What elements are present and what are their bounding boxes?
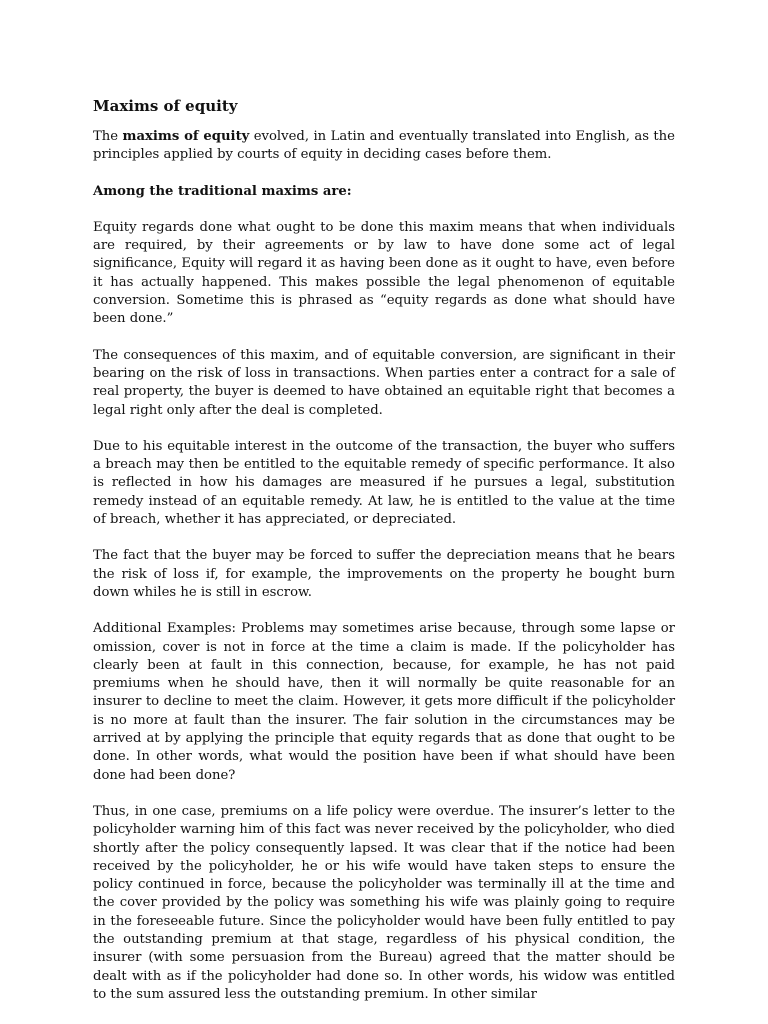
intro-paragraph [93, 128, 675, 165]
paragraph-life-policy-case: Thus, in one case, premiums on a life policy were overdue. The insurer’s letter to the policyholder warning him of this fact was never received by the policyholder, who died shortly after the policy consequently lapsed. It was clear that if the notice had been received by the policyholder, he or his wife would have taken steps to ensure the policy continued in force, because the policyholder was terminally ill at the time and the cover provided by the policy was something his wife was plainly going to require in the foreseeable future. Since the policyholder would have been fully entitled to pay the outstanding premium at that stage, regardless of his physical condition, the insurer (with some persuasion from the Bureau) agreed that the matter should be dealt with as if the policyholder had done so. In other words, his widow was entitled to the sum assured less the outstanding premium. In other similar [93, 803, 675, 1002]
paragraph-equitable-interest: Due to his equitable interest in the outcome of the transaction, the buyer who suffers a breach may then be entitled to the equitable remedy of specific performance. It also is reflected in how his damages are measured if he pursues a legal, substitution remedy instead of an equitable remedy. At law, he is entitled to the value at the time of breach, whether it has appreciated, or depreciated. [93, 438, 675, 528]
document-title: Maxims of equity [93, 97, 238, 115]
paragraph-equity-regards-done: Equity regards done what ought to be done this maxim means that when individuals are required, by their agreements or by law to have done some act of legal significance, Equity will regard it as having been done as it ought to have, even before it has actually happened. This makes possible the legal phenomenon of equitable conversion. Sometime this is phrased as “equity regards as done what should have been done.” [93, 219, 675, 327]
section-subheading: Among the traditional maxims are: [93, 183, 352, 199]
paragraph-risk-of-loss: The fact that the buyer may be forced to suffer the depreciation means that he bears the risk of loss if, for example, the improvements on the property he bought burn down whiles he is still in escrow. [93, 548, 675, 600]
intro-prefix: The [93, 129, 123, 144]
paragraph-additional-examples: Additional Examples: Problems may sometimes arise because, through some lapse or omission, cover is not in force at the time a claim is made. If the policyholder has clearly been at fault in this connection, because, for example, he has not paid premiums when he should have, then it will normally be quite reasonable for an insurer to decline to meet the claim. However, it gets more difficult if the policyholder is no more at fault than the insurer. The fair solution in the circumstances may be arrived at by applying the principle that equity regards that as done that ought to be done. In other words, what would the position have been if what should have been done had been done? [93, 621, 675, 783]
document-body [93, 96, 675, 1022]
intro-bold-term: maxims of equity [122, 129, 250, 144]
paragraph-consequences: The consequences of this maxim, and of equitable conversion, are significant in their bearing on the risk of loss in transactions. When parties enter a contract for a sale of real property, the buyer is deemed to have obtained an equitable right that becomes a legal right only after the deal is completed. [93, 347, 675, 418]
intro-rest: evolved, in Latin and eventually translated into English, as the principles applied by courts of equity in deciding cases before them. [93, 129, 675, 163]
